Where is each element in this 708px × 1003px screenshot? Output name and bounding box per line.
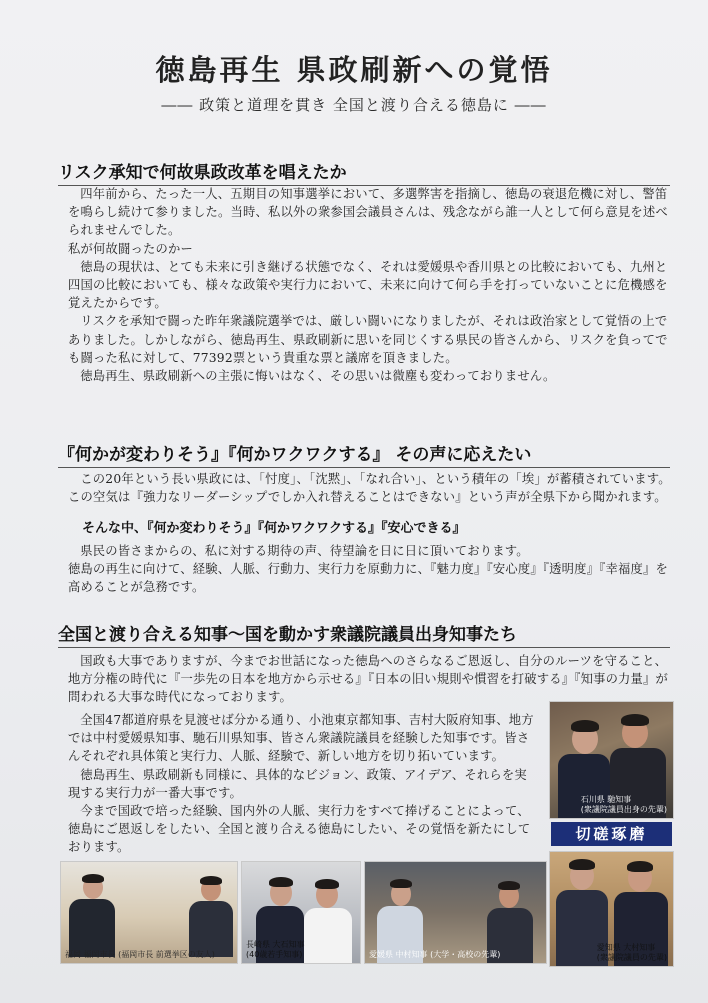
paragraph: 県民の皆さまからの、私に対する期待の声、待望論を日に日に頂いております。 xyxy=(80,544,529,558)
section-heading-governors: 全国と渡り合える知事～国を動かす衆議院議員出身知事たち xyxy=(58,620,670,648)
paragraph: 徳島再生、県政刷新も同様に、具体的なビジョン、政策、アイデア、それらを実現する実行力が一番大事です。 xyxy=(68,767,527,800)
section-body-expectation-1 xyxy=(68,470,673,506)
section-body-risk xyxy=(68,185,673,385)
photo-caption: 愛知県 大村知事 (衆議院議員の先輩) xyxy=(596,943,667,962)
photo-caption: 愛媛県 中村知事 (大学・高校の先輩) xyxy=(369,950,501,959)
photo-nagasaki-governor xyxy=(241,861,361,964)
photo-fukuoka-mayor xyxy=(60,861,238,964)
kansei-banner: 切磋琢磨 xyxy=(551,822,672,846)
photo-caption: 福岡 福岡市長 (福岡市長 前選挙区の友人) xyxy=(65,950,215,959)
highlight-line: そんな中、『何か変わりそう』『何かワクワクする』『安心できる』 xyxy=(82,521,466,536)
paragraph: 今まで国政で培った経験、国内外の人脈、実行力をすべて捧げることによって、徳島にご恩返しをしたい、全国と渡り合える徳島にしたい、その覚悟を新たにしております。 xyxy=(68,804,531,855)
paragraph: 私が何故闘ったのかー xyxy=(68,241,193,256)
paragraph: 四年前から、たった一人、五期目の知事選挙において、多選弊害を指摘し、徳島の衰退危機に対し、警笛を鳴らし続けて参りました。当時、私以外の衆参国会議員さんは、残念ながら誰一人として何ら意見を述べられませんでした。 xyxy=(68,187,668,238)
paragraph: リスクを承知で闘った昨年衆議院選挙では、厳しい闘いになりましたが、それは政治家として覚悟の上でありました。しかしながら、徳島再生、県政刷新に思いを同じくする県民の皆さんから、リスクを負ってでも闘った私に対して、77392票という貴重な票と議席を頂きました。 xyxy=(68,314,668,365)
paragraph: 国政も大事でありますが、今までお世話になった徳島へのさらなるご恩返し、自分のルーツを守ること、地方分権の時代に『一歩先の日本を地方から示せる』『日本の旧い規則や慣習を打破する』『知事の力量』が問われる大事な時代になっております。 xyxy=(68,654,669,705)
photo-ehime-governor xyxy=(364,861,547,964)
paragraph: 徳島の現状は、とても未来に引き継げる状態でなく、それは愛媛県や香川県との比較においても、九州と四国の比較においても、様々な政策や実行力において、未来に向けて何ら手を打っていないことに危機感を覚えたからです。 xyxy=(68,259,668,311)
photo-ishikawa-governor xyxy=(549,701,674,819)
section-heading-expectation: 『何かが変わりそう』『何かワクワクする』 その声に応えたい xyxy=(58,440,670,468)
photo-caption: 長崎県 大石知事 (40歳若手知事) xyxy=(246,940,305,959)
photo-caption: 石川県 馳知事 (衆議院議員出身の先輩) xyxy=(580,795,667,814)
section-body-governors-1 xyxy=(68,652,673,707)
paragraph: 全国47都道府県を見渡せば分かる通り、小池東京都知事、吉村大阪府知事、地方では中村愛媛県知事、馳石川県知事、皆さん衆議院議員を経験した知事です。皆さんそれぞれ具体策と実行力、人脈、経験で、新しい地方を切り拓いています。 xyxy=(68,713,534,764)
page-title: 徳島再生 県政刷新への覚悟 xyxy=(155,53,553,87)
section-body-governors-2 xyxy=(68,711,538,857)
section-heading-risk: リスク承知で何故県政改革を唱えたか xyxy=(58,158,670,186)
section-body-expectation-2 xyxy=(68,542,673,597)
paragraph: 徳島再生、県政刷新への主張に悔いはなく、その思いは微塵も変わっておりません。 xyxy=(80,369,556,384)
paragraph: この20年という長い県政には、「忖度」、「沈黙」、「なれ合い」、という積年の「埃」が蓄積されています。この空気は『強力なリーダーシップでしか入れ替えることはできない』という声が全県下から聞かれます。 xyxy=(68,472,671,505)
photo-aichi-governor xyxy=(549,851,674,967)
paragraph: 徳島の再生に向けて、経験、人脈、行動力、実行力を原動力に、『魅力度』『安心度』『透明度』『幸福度』を高めることが急務です。 xyxy=(68,562,668,595)
page-subtitle: ―― 政策と道理を貫き 全国と渡り合える徳島に ―― xyxy=(161,96,547,114)
